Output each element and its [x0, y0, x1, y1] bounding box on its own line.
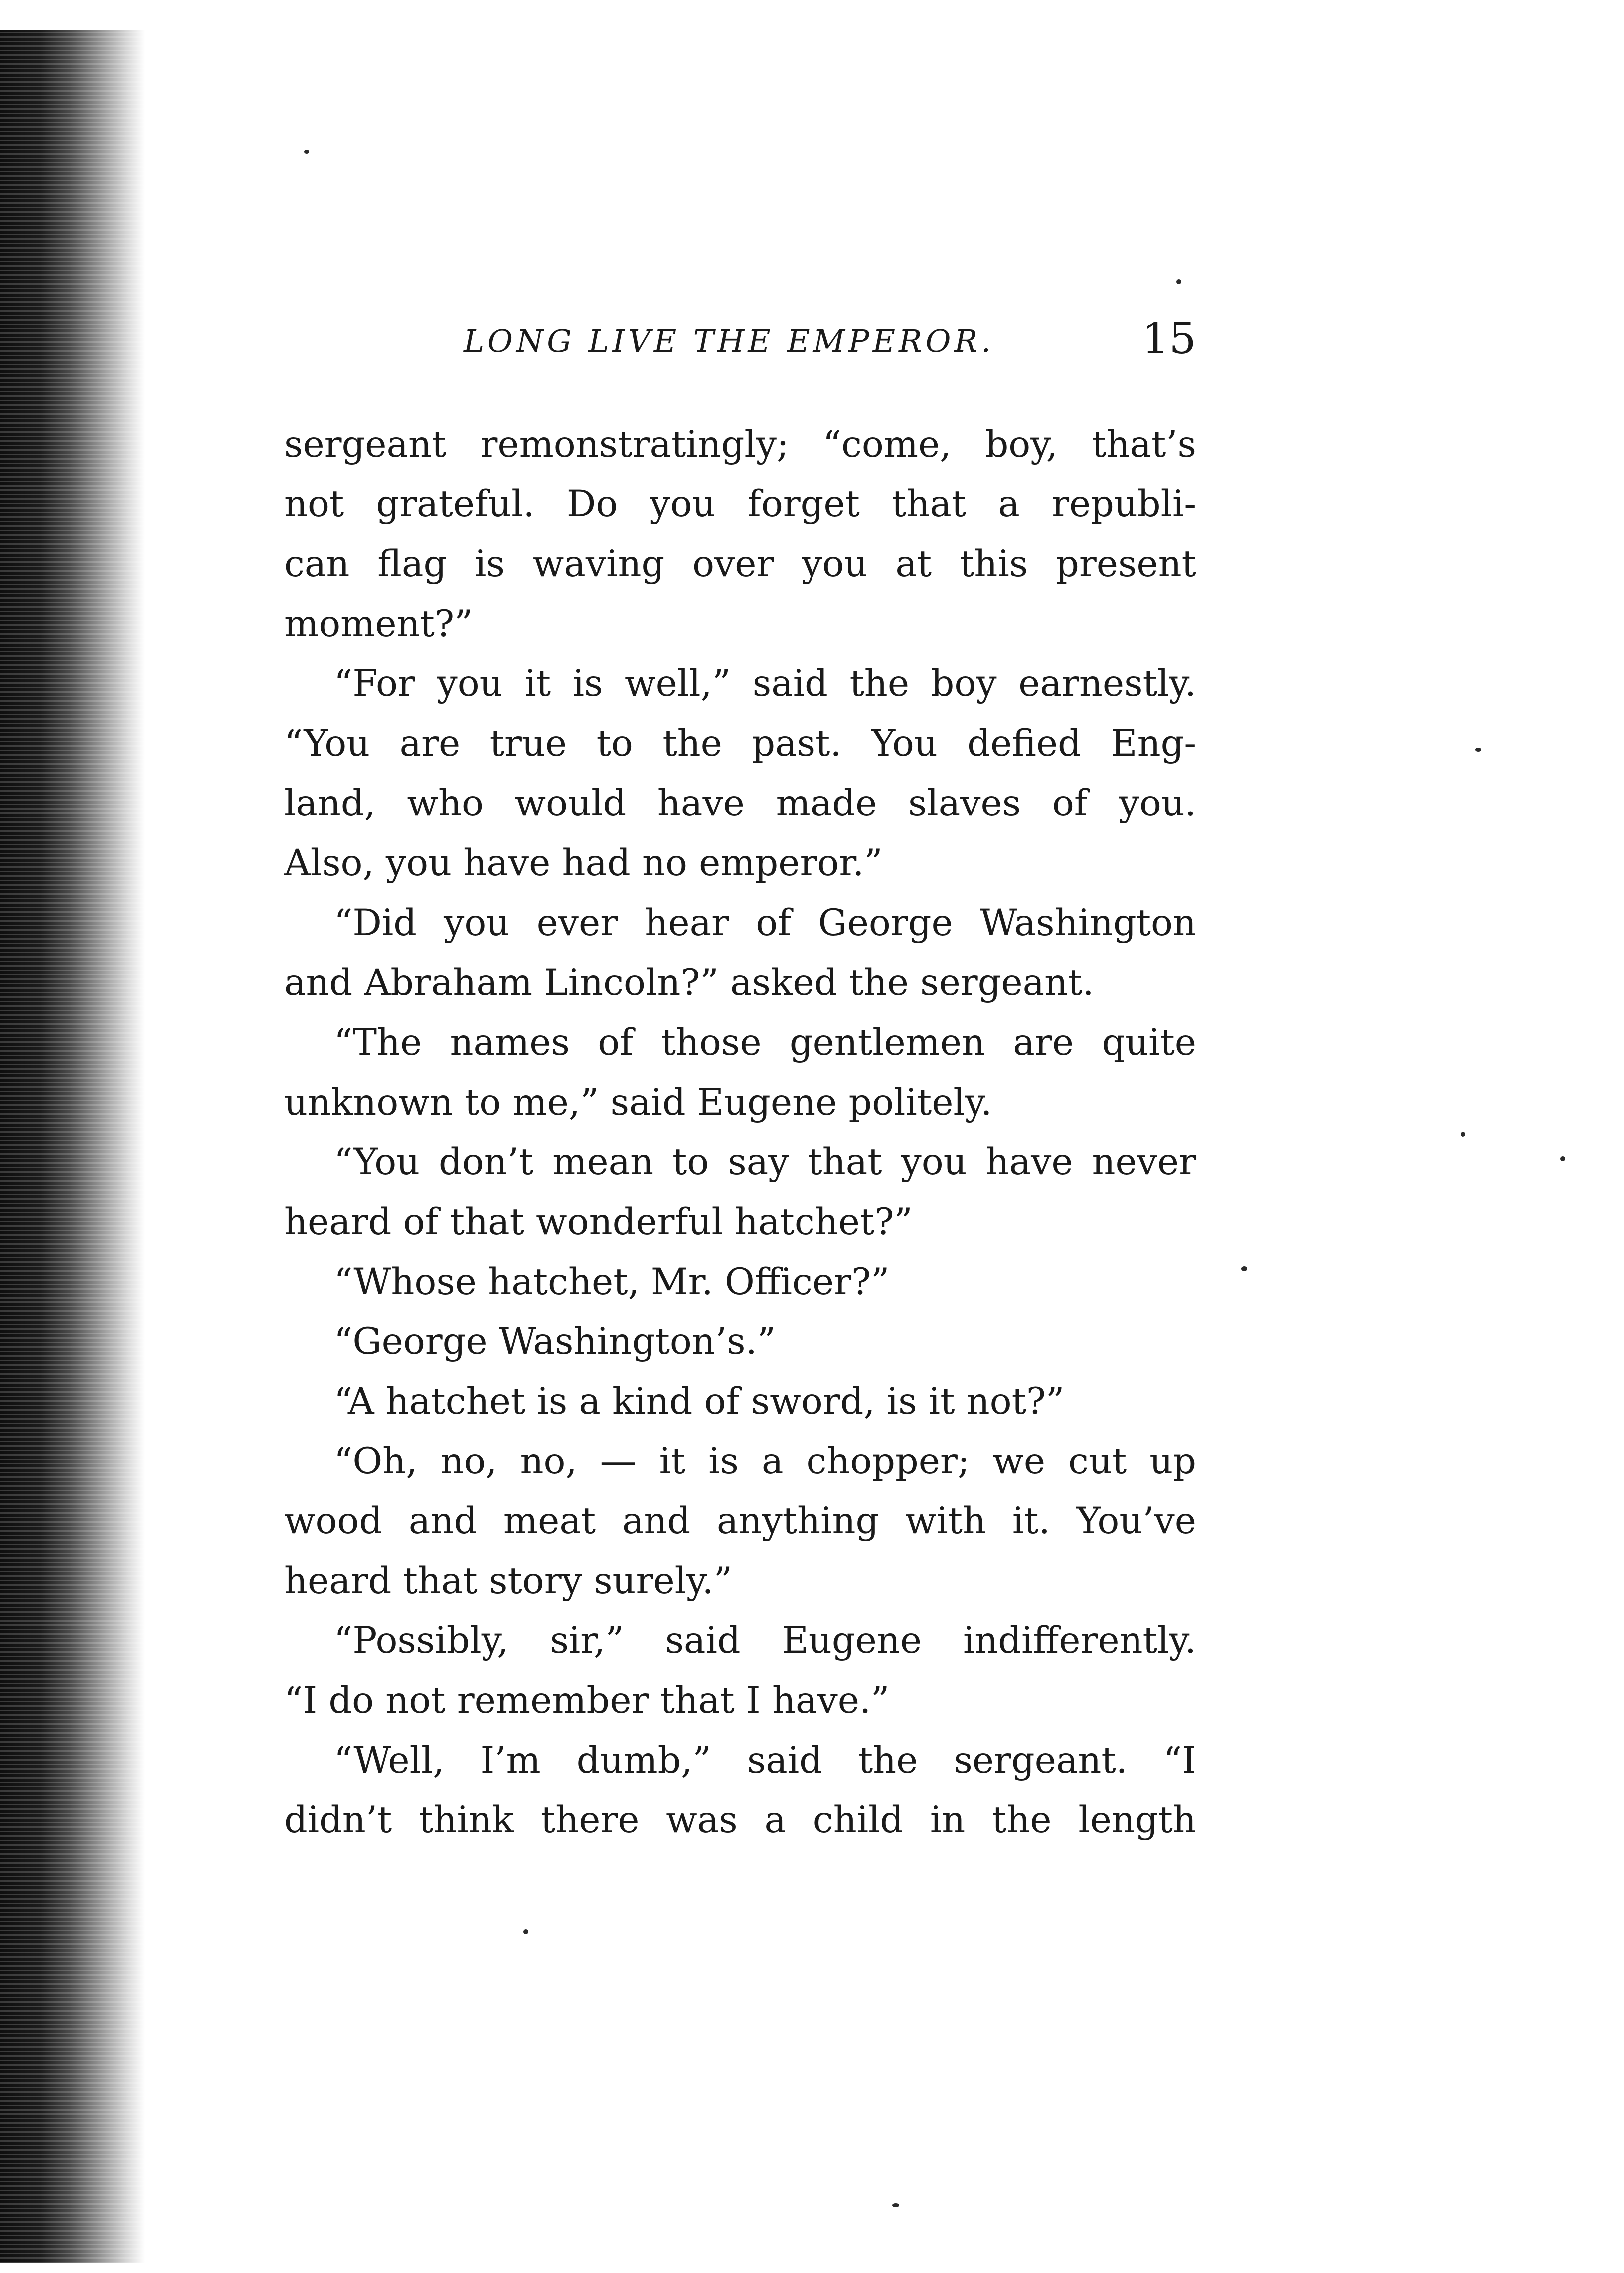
text-line: can flag is waving over you at this present — [284, 543, 1196, 585]
text-line: moment?” — [284, 603, 473, 645]
scan-speck — [304, 150, 309, 154]
page-number: 15 — [1141, 314, 1196, 364]
scan-speck — [1241, 1266, 1247, 1271]
text-line: sergeant remonstratingly; “come, boy, that’s — [284, 423, 1196, 466]
scan-speck — [1176, 279, 1181, 284]
text-line: “Did you ever hear of George Washington — [334, 902, 1196, 944]
text-line: and Abraham Lincoln?” asked the sergeant. — [284, 962, 1094, 1004]
text-line: didn’t think there was a child in the length — [284, 1799, 1196, 1841]
text-line: land, who would have made slaves of you. — [284, 782, 1196, 824]
text-line: heard that story surely.” — [284, 1560, 733, 1602]
text-line: not grateful. Do you forget that a republi- — [284, 483, 1196, 525]
text-line: “A hatchet is a kind of sword, is it not?” — [334, 1380, 1065, 1423]
text-line: “You don’t mean to say that you have never — [334, 1141, 1196, 1183]
text-line: “I do not remember that I have.” — [284, 1679, 890, 1722]
text-line: “You are true to the past. You defied Eng- — [284, 722, 1196, 765]
scan-speck — [1475, 748, 1481, 752]
text-line: “For you it is well,” said the boy earnestly. — [334, 662, 1196, 705]
body-text — [284, 415, 1196, 1850]
text-line: “George Washington’s.” — [334, 1320, 776, 1363]
text-line: “Well, I’m dumb,” said the sergeant. “I — [334, 1739, 1196, 1782]
running-head — [284, 313, 1196, 368]
text-line: “Oh, no, no, — it is a chopper; we cut up — [334, 1440, 1196, 1482]
scan-speck — [1560, 1156, 1565, 1161]
running-title: LONG LIVE THE EMPEROR. — [464, 323, 994, 359]
scan-speck — [523, 1929, 528, 1934]
text-line: “The names of those gentlemen are quite — [334, 1021, 1196, 1064]
text-line: unknown to me,” said Eugene politely. — [284, 1081, 992, 1124]
text-line: “Whose hatchet, Mr. Officer?” — [334, 1261, 890, 1303]
scan-speck — [1461, 1132, 1465, 1136]
text-line: Also, you have had no emperor.” — [284, 842, 883, 884]
binding-edge — [0, 30, 145, 2263]
text-line: heard of that wonderful hatchet?” — [284, 1201, 913, 1243]
scan-speck — [892, 2203, 899, 2207]
text-line: wood and meat and anything with it. You’ve — [284, 1500, 1196, 1542]
text-line: “Possibly, sir,” said Eugene indifferently. — [334, 1620, 1196, 1662]
